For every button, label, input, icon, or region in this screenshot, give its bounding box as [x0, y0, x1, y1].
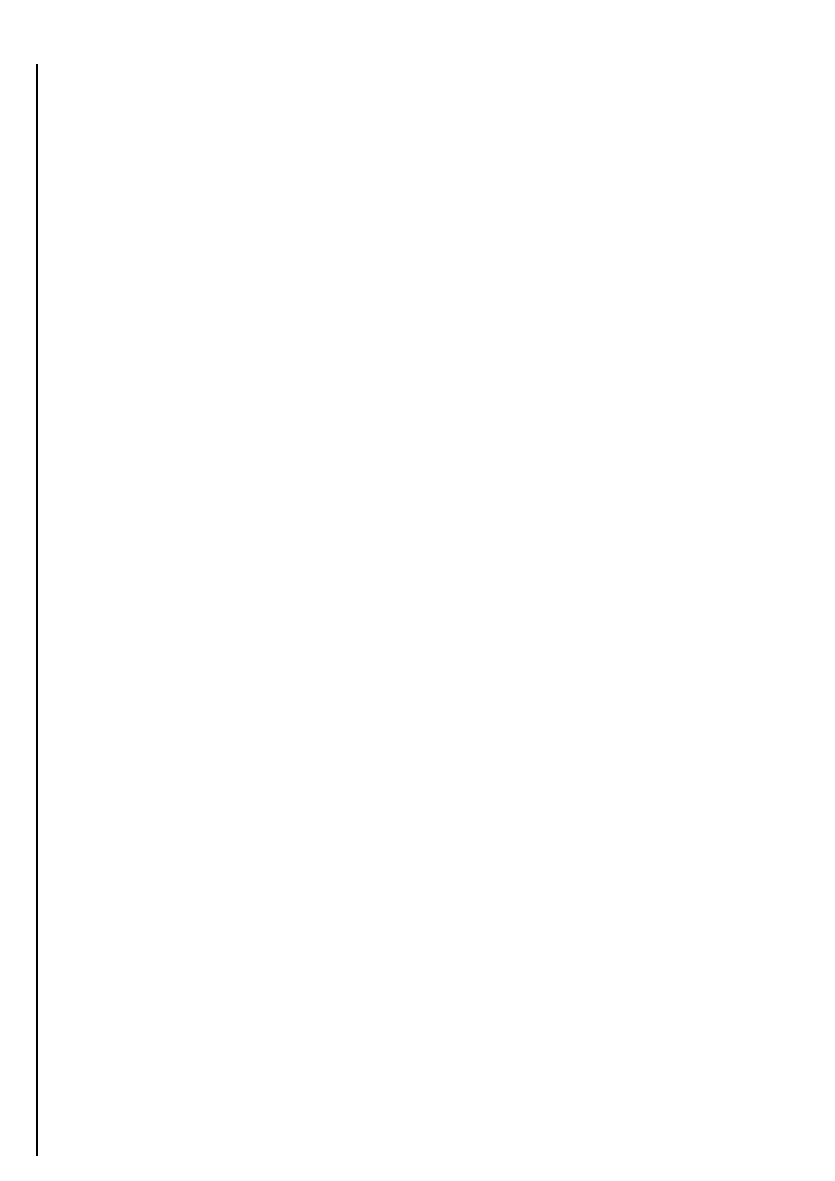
system-barline: [36, 64, 38, 1156]
